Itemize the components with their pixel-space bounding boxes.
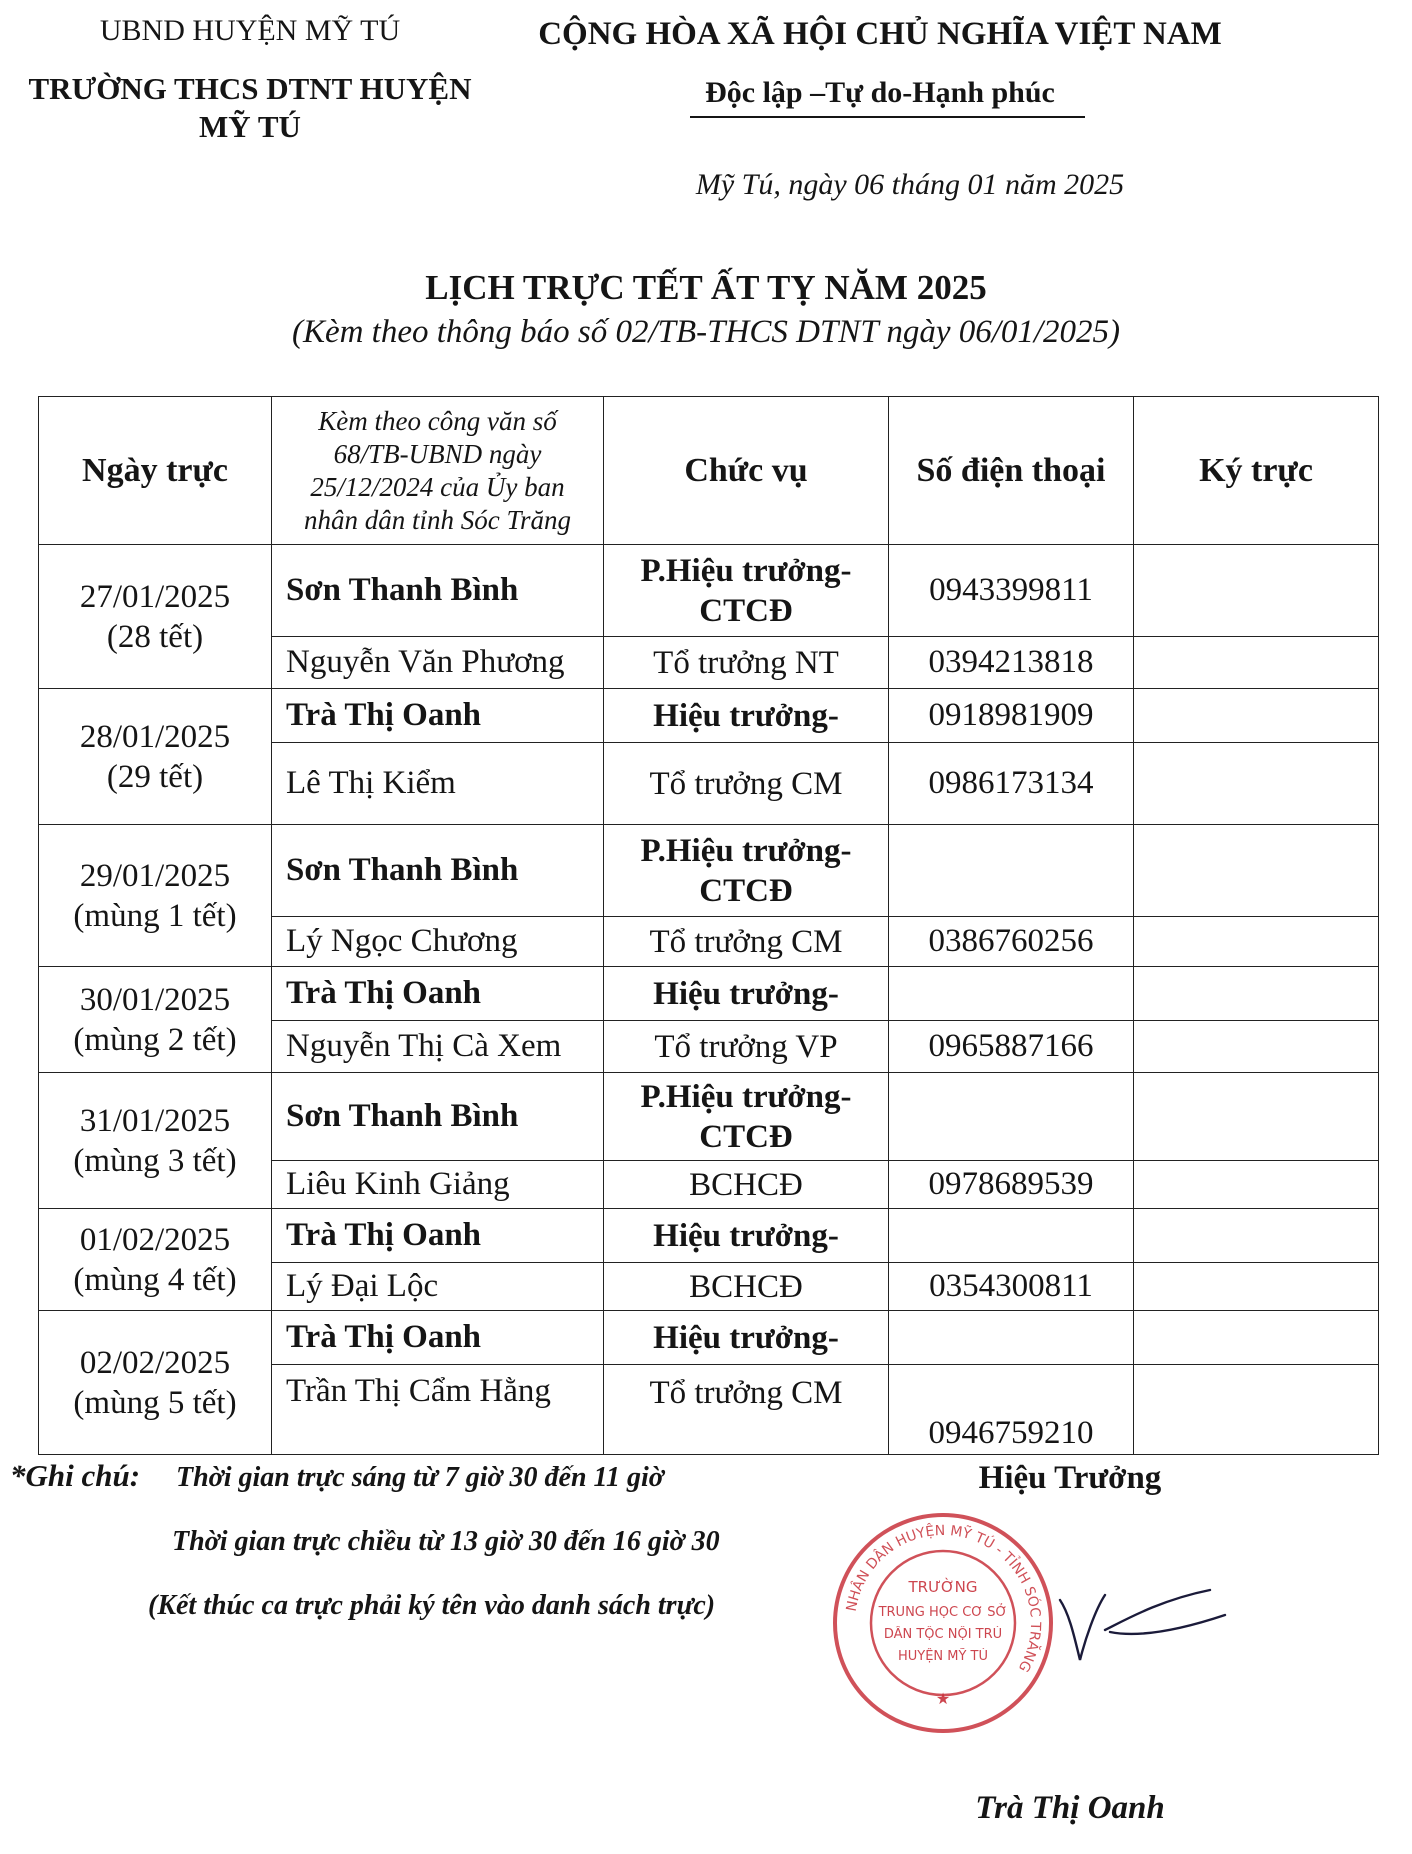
staff-role: BCHCĐ	[604, 1263, 889, 1311]
table-row	[39, 1073, 1379, 1161]
staff-name: Lý Đại Lộc	[272, 1263, 604, 1311]
staff-role: Tổ trưởng CM	[604, 1365, 889, 1455]
signature-cell	[1134, 1021, 1379, 1073]
lead-role	[604, 825, 889, 917]
lead-role: Hiệu trưởng-	[604, 1311, 889, 1365]
duty-day-label: (mùng 1 tết)	[73, 897, 237, 934]
table-row	[39, 689, 1379, 743]
staff-name: Lê Thị Kiểm	[272, 743, 604, 825]
school-seal	[828, 1508, 1058, 1738]
staff-phone: 0386760256	[889, 917, 1134, 967]
signature-cell	[1134, 637, 1379, 689]
duty-day-label: (mùng 4 tết)	[73, 1261, 237, 1298]
lead-name: Trà Thị Oanh	[272, 967, 604, 1021]
lead-role-line2: CTCĐ	[699, 1118, 793, 1155]
duty-date-cell	[39, 1209, 272, 1311]
duty-date: 31/01/2025	[79, 1102, 231, 1139]
staff-name: Nguyễn Thị Cà Xem	[272, 1021, 604, 1073]
lead-phone: 0918981909	[889, 689, 1134, 743]
header-note-line1: Kèm theo công văn số	[318, 405, 557, 436]
header-role: Chức vụ	[604, 397, 889, 545]
table-row	[39, 1311, 1379, 1365]
staff-phone: 0946759210	[889, 1365, 1134, 1455]
seal-ring-text: NHÂN DÂN HUYỆN MỸ TÚ - TỈNH SÓC TRĂNG	[843, 1522, 1044, 1675]
staff-phone: 0965887166	[889, 1021, 1134, 1073]
signature-cell	[1134, 1161, 1379, 1209]
header-date: Ngày trực	[39, 397, 272, 545]
table-row	[39, 545, 1379, 637]
lead-name: Trà Thị Oanh	[272, 1311, 604, 1365]
header-note-line4: nhân dân tỉnh Sóc Trăng	[303, 504, 572, 535]
duty-day-label: (29 tết)	[106, 758, 204, 795]
signature-cell	[1134, 545, 1379, 637]
duty-day-label: (mùng 2 tết)	[73, 1021, 237, 1058]
lead-phone	[889, 1209, 1134, 1263]
motto-underline	[690, 116, 1085, 118]
national-motto: Độc lập –Tự do-Hạnh phúc	[705, 76, 1055, 109]
lead-name: Trà Thị Oanh	[272, 689, 604, 743]
staff-name: Trần Thị Cẩm Hằng	[272, 1365, 604, 1455]
note-label: *Ghi chú:	[10, 1458, 141, 1493]
signature-cell	[1134, 825, 1379, 917]
signature-cell	[1134, 1263, 1379, 1311]
lead-role: Hiệu trưởng-	[604, 967, 889, 1021]
lead-role-line2: CTCĐ	[699, 872, 793, 909]
document-subtitle: (Kèm theo thông báo số 02/TB-THCS DTNT ngày 06/01/2025)	[291, 314, 1121, 350]
signature-cell	[1134, 1209, 1379, 1263]
lead-phone	[889, 1311, 1134, 1365]
national-title: CỘNG HÒA XÃ HỘI CHỦ NGHĨA VIỆT NAM	[538, 16, 1222, 52]
duty-schedule-table	[38, 396, 1379, 1455]
lead-role-line1: P.Hiệu trưởng-	[640, 552, 852, 589]
staff-role: BCHCĐ	[604, 1161, 889, 1209]
staff-phone: 0394213818	[889, 637, 1134, 689]
signature-cell	[1134, 1365, 1379, 1455]
seal-center-line3: DÂN TỘC NỘI TRÚ	[883, 1627, 1003, 1642]
lead-name: Sơn Thanh Bình	[272, 545, 604, 637]
table-row	[39, 825, 1379, 917]
staff-phone: 0978689539	[889, 1161, 1134, 1209]
staff-role: Tổ trưởng CM	[604, 917, 889, 967]
note-afternoon-hours: Thời gian trực chiều từ 13 giờ 30 đến 16 giờ 30	[172, 1526, 720, 1557]
header-phone: Số điện thoại	[889, 397, 1134, 545]
signature-cell	[1134, 917, 1379, 967]
lead-name: Sơn Thanh Bình	[272, 1073, 604, 1161]
note-sign-reminder: (Kết thúc ca trực phải ký tên vào danh sách trực)	[148, 1590, 716, 1621]
staff-name: Nguyễn Văn Phương	[272, 637, 604, 689]
staff-role: Tổ trưởng VP	[604, 1021, 889, 1073]
table-header-row	[39, 397, 1379, 545]
staff-name: Lý Ngọc Chương	[272, 917, 604, 967]
signature-cell	[1134, 967, 1379, 1021]
duty-day-label: (28 tết)	[106, 618, 204, 655]
duty-date: 01/02/2025	[79, 1221, 231, 1258]
staff-role: Tổ trưởng NT	[604, 637, 889, 689]
lead-role-line2: CTCĐ	[699, 592, 793, 629]
duty-day-label: (mùng 3 tết)	[73, 1142, 237, 1179]
header-signature: Ký trực	[1134, 397, 1379, 545]
duty-date-cell	[39, 1311, 272, 1455]
header-note-line3: 25/12/2024 của Ủy ban	[310, 471, 565, 502]
lead-role	[604, 545, 889, 637]
duty-date-cell	[39, 1073, 272, 1209]
lead-role	[604, 1073, 889, 1161]
document-date: Mỹ Tú, ngày 06 tháng 01 năm 2025	[695, 168, 1125, 201]
signature-cell	[1134, 743, 1379, 825]
handwritten-signature	[1050, 1560, 1250, 1680]
signature-cell	[1134, 1073, 1379, 1161]
school-name-line2: MỸ TÚ	[199, 109, 301, 144]
lead-phone: 0943399811	[889, 545, 1134, 637]
school-name	[10, 70, 490, 146]
duty-date: 02/02/2025	[79, 1344, 231, 1381]
seal-center-line1: TRƯỜNG	[908, 1578, 978, 1596]
note-morning-hours: Thời gian trực sáng từ 7 giờ 30 đến 11 giờ	[176, 1462, 664, 1493]
lead-name: Sơn Thanh Bình	[272, 825, 604, 917]
duty-date-cell	[39, 825, 272, 967]
lead-phone	[889, 825, 1134, 917]
issuing-authority: UBND HUYỆN MỸ TÚ	[99, 14, 401, 47]
duty-date: 27/01/2025	[79, 578, 231, 615]
lead-role: Hiệu trưởng-	[604, 1209, 889, 1263]
lead-role-line1: P.Hiệu trưởng-	[640, 832, 852, 869]
staff-phone: 0354300811	[889, 1263, 1134, 1311]
seal-star-icon: ★	[935, 1689, 951, 1708]
signer-title: Hiệu Trưởng	[978, 1460, 1162, 1496]
signer-name: Trà Thị Oanh	[975, 1790, 1165, 1826]
duty-date-cell	[39, 967, 272, 1073]
seal-center-line4: HUYỆN MỸ TÚ	[897, 1649, 989, 1664]
duty-day-label: (mùng 5 tết)	[73, 1384, 237, 1421]
document-title: LỊCH TRỰC TẾT ẤT TỴ NĂM 2025	[425, 268, 987, 307]
duty-date: 30/01/2025	[79, 981, 231, 1018]
duty-date-cell	[39, 689, 272, 825]
signature-cell	[1134, 1311, 1379, 1365]
school-name-line1: TRƯỜNG THCS DTNT HUYỆN	[28, 71, 472, 106]
staff-name: Liêu Kinh Giảng	[272, 1161, 604, 1209]
lead-phone	[889, 1073, 1134, 1161]
lead-name: Trà Thị Oanh	[272, 1209, 604, 1263]
lead-phone	[889, 967, 1134, 1021]
header-reference-note	[272, 397, 604, 545]
duty-date: 28/01/2025	[79, 718, 231, 755]
lead-role-line1: P.Hiệu trưởng-	[640, 1078, 852, 1115]
table-row	[39, 1209, 1379, 1263]
staff-role: Tổ trưởng CM	[604, 743, 889, 825]
duty-date: 29/01/2025	[79, 857, 231, 894]
table-row	[39, 967, 1379, 1021]
header-note-line2: 68/TB-UBND ngày	[333, 438, 542, 469]
signature-cell	[1134, 689, 1379, 743]
seal-center-line2: TRUNG HỌC CƠ SỞ	[878, 1605, 1008, 1620]
staff-phone: 0986173134	[889, 743, 1134, 825]
lead-role: Hiệu trưởng-	[604, 689, 889, 743]
duty-date-cell	[39, 545, 272, 689]
